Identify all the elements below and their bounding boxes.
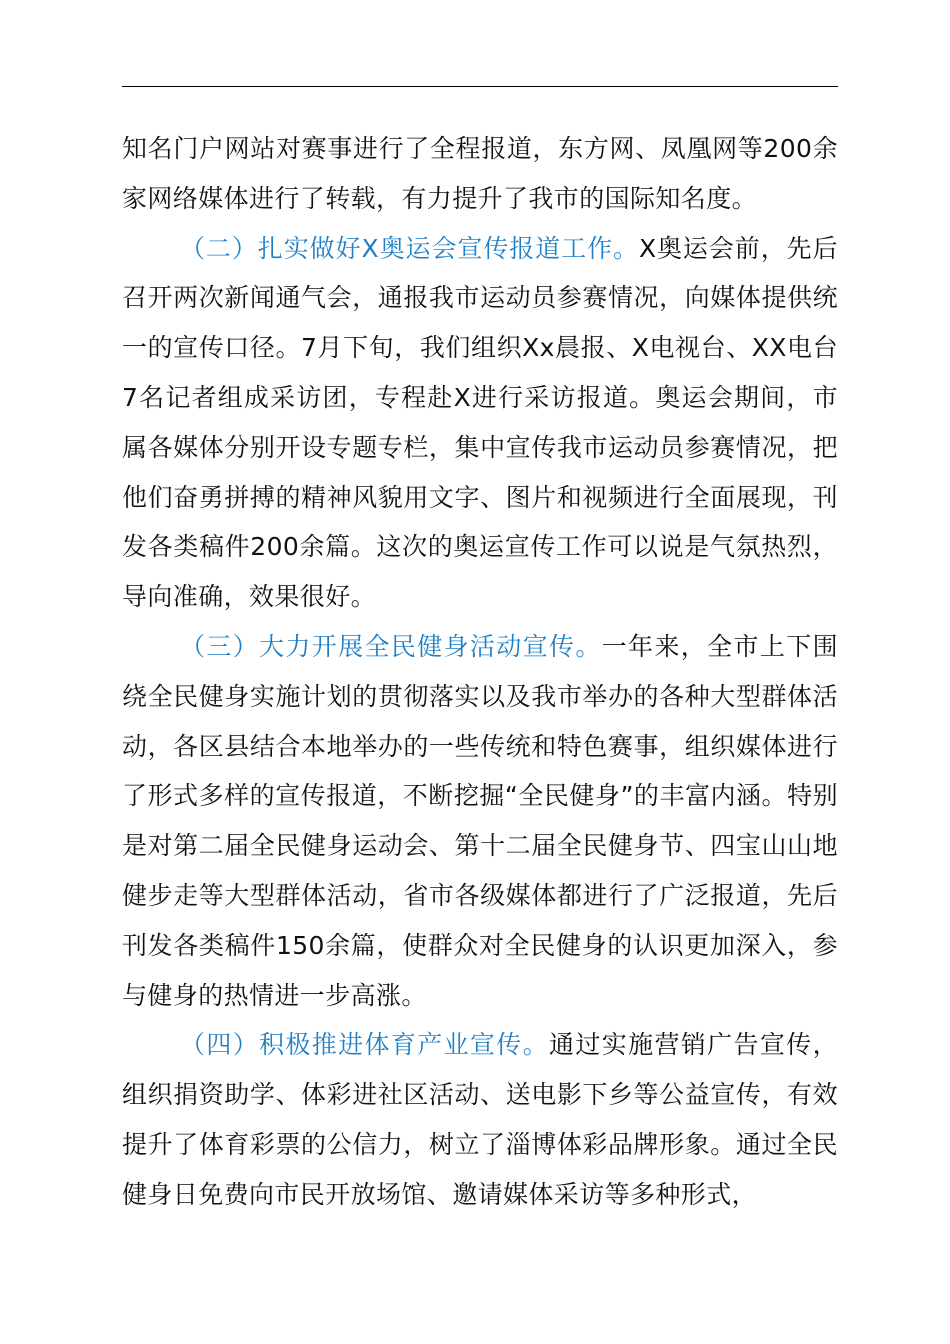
paragraph-continuation bbox=[122, 124, 838, 224]
section-heading: （二）扎实做好X奥运会宣传报道工作。 bbox=[180, 233, 639, 263]
paragraph-text: 一年来，全市上下围绕全民健身实施计划的贯彻落实以及我市举办的各种大型群体活动，各区县结合本地举办的一些传统和特色赛事，组织媒体进行了形式多样的宣传报道，不断挖掘“全民健身”的丰富内涵。特别是对第二届全民健身运动会、第十二届全民健身节、四宝山山地健步走等大型群体活动，省市各级媒体都进行了广泛报道，先后刊发各类稿件150余篇，使群众对全民健身的认识更加深入，参与健身的热情进一步高涨。 bbox=[122, 631, 838, 1010]
paragraph-text: 通过实施营销广告宣传，组织捐资助学、体彩进社区活动、送电影下乡等公益宣传，有效提升了体育彩票的公信力，树立了淄博体彩品牌形象。通过全民健身日免费向市民开放场馆、邀请媒体采访等多种形式， bbox=[122, 1030, 838, 1209]
header-rule bbox=[122, 86, 838, 87]
paragraph-section-3 bbox=[122, 622, 838, 1020]
section-heading: （三）大力开展全民健身活动宣传。 bbox=[180, 631, 602, 661]
paragraph-text: X奥运会前，先后召开两次新闻通气会，通报我市运动员参赛情况，向媒体提供统一的宣传口径。7月下旬，我们组织Xx晨报、X电视台、XX电台7名记者组成采访团，专程赴X进行采访报道。奥运会期间，市属各媒体分别开设专题专栏，集中宣传我市运动员参赛情况，把他们奋勇拼搏的精神风貌用文字、图片和视频进行全面展现，刊发各类稿件200余篇。这次的奥运宣传工作可以说是气氛热烈，导向准确，效果很好。 bbox=[122, 233, 839, 612]
paragraph-text: 知名门户网站对赛事进行了全程报道，东方网、凤凰网等200余家网络媒体进行了转载，有力提升了我市的国际知名度。 bbox=[122, 134, 838, 213]
section-heading: （四）积极推进体育产业宣传。 bbox=[180, 1030, 550, 1060]
paragraph-section-4 bbox=[122, 1020, 838, 1219]
document-body bbox=[122, 124, 838, 1220]
paragraph-section-2 bbox=[122, 224, 838, 622]
